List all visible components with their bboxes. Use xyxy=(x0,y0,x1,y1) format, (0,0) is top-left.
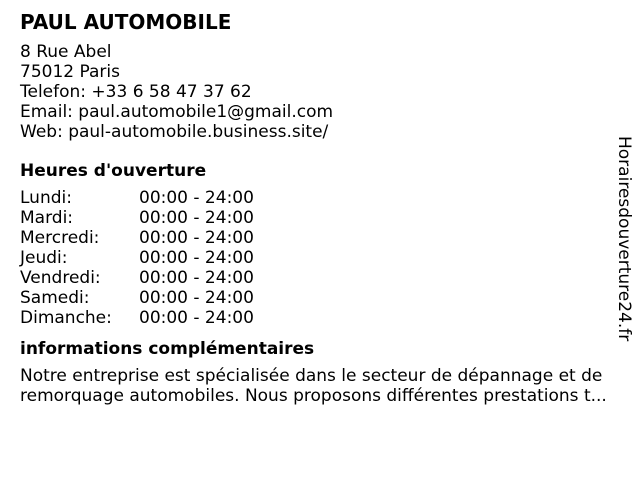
time-range: 00:00 - 24:00 xyxy=(139,208,254,228)
business-name: PAUL AUTOMOBILE xyxy=(20,10,232,34)
day-label: Vendredi: xyxy=(20,268,101,288)
address-street: 8 Rue Abel xyxy=(20,42,112,62)
hours-row xyxy=(20,288,620,308)
day-label: Lundi: xyxy=(20,188,72,208)
hours-row xyxy=(20,308,620,328)
additional-info-text xyxy=(20,366,620,406)
hours-row xyxy=(20,208,620,228)
time-range: 00:00 - 24:00 xyxy=(139,228,254,248)
opening-hours-title: Heures d'ouverture xyxy=(20,161,207,181)
info-line: remorquage automobiles. Nous proposons différentes prestations t... xyxy=(20,386,607,406)
day-label: Mercredi: xyxy=(20,228,100,248)
address-city: 75012 Paris xyxy=(20,62,120,82)
day-label: Dimanche: xyxy=(20,308,112,328)
time-range: 00:00 - 24:00 xyxy=(139,308,254,328)
web-line: Web: paul-automobile.business.site/ xyxy=(20,122,329,142)
hours-row xyxy=(20,228,620,248)
phone-line: Telefon: +33 6 58 47 37 62 xyxy=(20,82,252,102)
hours-row xyxy=(20,188,620,208)
time-range: 00:00 - 24:00 xyxy=(139,268,254,288)
day-label: Mardi: xyxy=(20,208,74,228)
hours-row xyxy=(20,248,620,268)
day-label: Samedi: xyxy=(20,288,90,308)
opening-hours-table xyxy=(20,188,620,328)
email-line: Email: paul.automobile1@gmail.com xyxy=(20,102,334,122)
info-line: Notre entreprise est spécialisée dans le secteur de dépannage et de xyxy=(20,366,603,386)
business-card xyxy=(20,10,620,406)
additional-info-title: informations complémentaires xyxy=(20,339,315,359)
time-range: 00:00 - 24:00 xyxy=(139,288,254,308)
time-range: 00:00 - 24:00 xyxy=(139,248,254,268)
time-range: 00:00 - 24:00 xyxy=(139,188,254,208)
site-watermark: Horairesdouverture24.fr xyxy=(614,136,634,342)
hours-row xyxy=(20,268,620,288)
day-label: Jeudi: xyxy=(20,248,68,268)
